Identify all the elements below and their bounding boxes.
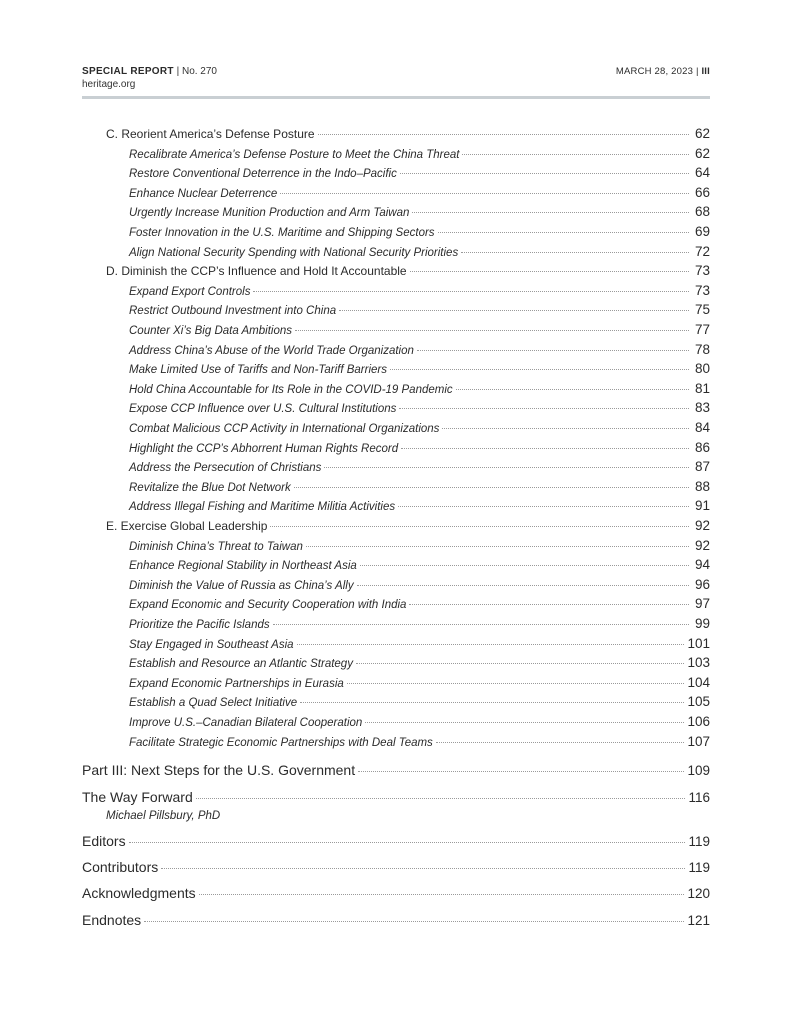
toc-entry-title: Address Illegal Fishing and Maritime Militia Activities bbox=[129, 501, 396, 514]
toc-page-number: 116 bbox=[688, 790, 710, 805]
toc-entry-title: Expand Export Controls bbox=[129, 285, 251, 298]
leader-dots bbox=[357, 584, 689, 586]
toc-page-number: 101 bbox=[687, 635, 710, 651]
toc-page-number: 106 bbox=[687, 714, 710, 729]
toc-entry-title: D. Diminish the CCP’s Influence and Hold It Accountable bbox=[106, 264, 407, 279]
toc-page-number: 97 bbox=[694, 596, 710, 612]
leader-dots bbox=[442, 427, 689, 429]
toc-entry[interactable] bbox=[82, 714, 710, 734]
toc-section-c[interactable] bbox=[82, 126, 710, 146]
toc-entry[interactable] bbox=[82, 636, 710, 656]
toc-page-number: 87 bbox=[694, 459, 710, 475]
toc-page-number: 91 bbox=[694, 498, 710, 514]
toc-entry-title: Endnotes bbox=[82, 912, 142, 928]
toc-entry-title: The Way Forward bbox=[82, 789, 193, 805]
toc-entry-title: Urgently Increase Munition Production and Arm Taiwan bbox=[129, 207, 410, 220]
report-label: SPECIAL REPORT bbox=[82, 66, 174, 77]
toc-part-three[interactable] bbox=[82, 762, 710, 782]
toc-page-number: 64 bbox=[694, 165, 710, 181]
toc-endnotes[interactable] bbox=[82, 912, 710, 932]
leader-dots bbox=[399, 407, 689, 409]
toc-entry-title: Diminish China’s Threat to Taiwan bbox=[129, 540, 303, 553]
toc-entry[interactable] bbox=[82, 479, 710, 499]
leader-dots bbox=[417, 349, 689, 351]
toc-entry-title: Restore Conventional Deterrence in the Indo–Pacific bbox=[129, 168, 397, 181]
toc-page-number: 121 bbox=[687, 913, 710, 928]
toc-page-number: 62 bbox=[694, 145, 710, 161]
report-number: | No. 270 bbox=[176, 66, 217, 77]
toc-entry-title: Foster Innovation in the U.S. Maritime and Shipping Sectors bbox=[129, 227, 435, 239]
toc-entry-title: Part III: Next Steps for the U.S. Government bbox=[82, 762, 356, 778]
toc-author: Michael Pillsbury, PhD bbox=[106, 810, 221, 822]
toc-entry[interactable] bbox=[82, 204, 710, 224]
toc-entry[interactable] bbox=[82, 420, 710, 440]
report-date: MARCH 28, 2023 | bbox=[615, 66, 699, 77]
toc-entry-title: Counter Xi’s Big Data Ambitions bbox=[129, 325, 292, 337]
toc-entry-title: Expose CCP Influence over U.S. Cultural Institutions bbox=[129, 403, 397, 416]
toc-entry[interactable] bbox=[82, 616, 710, 636]
toc-entry[interactable] bbox=[82, 165, 710, 185]
leader-dots bbox=[347, 682, 685, 684]
toc-page-number: 72 bbox=[694, 243, 710, 259]
toc-entry-title: Align National Security Spending with National Security Priorities bbox=[129, 246, 459, 259]
toc-page-number: 96 bbox=[694, 576, 710, 592]
toc-entry[interactable] bbox=[82, 734, 710, 754]
toc-entry-title: Establish and Resource an Atlantic Strategy bbox=[129, 658, 353, 671]
toc-entry[interactable] bbox=[82, 185, 710, 205]
toc-acknowledgments[interactable] bbox=[82, 885, 710, 905]
leader-dots bbox=[461, 251, 689, 253]
leader-dots bbox=[401, 447, 689, 449]
toc-entry[interactable] bbox=[82, 655, 710, 675]
leader-dots bbox=[144, 920, 684, 922]
toc-page-number: 68 bbox=[694, 204, 710, 220]
leader-dots bbox=[412, 211, 689, 213]
leader-dots bbox=[456, 388, 689, 390]
report-identifier bbox=[82, 65, 217, 91]
toc-entry[interactable] bbox=[82, 577, 710, 597]
toc-entry[interactable] bbox=[82, 342, 710, 362]
toc-entry[interactable] bbox=[82, 440, 710, 460]
toc-entry-title: Enhance Regional Stability in Northeast Asia bbox=[129, 560, 357, 573]
toc-page-number: 75 bbox=[694, 302, 710, 318]
toc-entry-title: Establish a Quad Select Initiative bbox=[129, 697, 298, 710]
leader-dots bbox=[356, 662, 685, 664]
toc-page-number: 103 bbox=[687, 655, 710, 671]
toc-entry-title: Highlight the CCP’s Abhorrent Human Rights Record bbox=[129, 442, 399, 455]
leader-dots bbox=[400, 172, 689, 174]
toc-page-number: 92 bbox=[694, 537, 710, 553]
toc-page-number: 104 bbox=[687, 674, 710, 690]
toc-entry-title: Facilitate Strategic Economic Partnerships with Deal Teams bbox=[129, 736, 433, 749]
toc-page-number: 73 bbox=[694, 263, 710, 279]
toc-entry-title: Combat Malicious CCP Activity in International Organizations bbox=[129, 423, 440, 435]
toc-entry[interactable] bbox=[82, 381, 710, 401]
leader-dots bbox=[300, 701, 684, 703]
leader-dots bbox=[270, 525, 689, 527]
toc-entry[interactable] bbox=[82, 244, 710, 264]
leader-dots bbox=[294, 486, 689, 488]
toc-entry[interactable] bbox=[82, 538, 710, 558]
toc-page-number: 109 bbox=[687, 763, 710, 778]
toc-page-number: 99 bbox=[694, 616, 710, 631]
toc-page-number: 120 bbox=[687, 886, 710, 901]
toc-page-number: 83 bbox=[694, 400, 710, 416]
site-link[interactable]: heritage.org bbox=[82, 79, 136, 90]
leader-dots bbox=[339, 309, 689, 311]
toc-page-number: 66 bbox=[694, 184, 710, 200]
toc-page-number: 86 bbox=[694, 439, 710, 455]
toc-page-number: 77 bbox=[694, 322, 710, 337]
leader-dots bbox=[297, 643, 685, 645]
leader-dots bbox=[409, 603, 689, 605]
toc-page-number: 92 bbox=[694, 518, 710, 533]
toc-page-number: 84 bbox=[694, 420, 710, 435]
toc-entry-title: E. Exercise Global Leadership bbox=[106, 519, 268, 533]
toc-page-number: 105 bbox=[687, 694, 710, 710]
toc-entry-title: Diminish the Value of Russia as China’s Ally bbox=[129, 579, 354, 592]
toc-page-number: 73 bbox=[694, 282, 710, 298]
page-number: III bbox=[701, 66, 710, 77]
toc-page-number: 62 bbox=[694, 126, 710, 141]
leader-dots bbox=[280, 192, 689, 194]
toc-entry[interactable] bbox=[82, 322, 710, 342]
leader-dots bbox=[390, 368, 689, 370]
toc-entry[interactable] bbox=[82, 361, 710, 381]
toc-entry[interactable] bbox=[82, 459, 710, 479]
leader-dots bbox=[358, 770, 684, 772]
toc-section-e[interactable] bbox=[82, 518, 710, 538]
toc-page-number: 78 bbox=[694, 341, 710, 357]
toc-way-forward[interactable] bbox=[82, 789, 710, 809]
toc-entry-title: Editors bbox=[82, 833, 126, 849]
toc-entry-title: Address China’s Abuse of the World Trade Organization bbox=[129, 344, 414, 357]
toc-section-d[interactable] bbox=[82, 263, 710, 283]
leader-dots bbox=[273, 623, 689, 625]
toc-entry[interactable] bbox=[82, 498, 710, 518]
leader-dots bbox=[318, 133, 689, 135]
toc-page-number: 69 bbox=[694, 224, 710, 239]
toc-entry-title: Address the Persecution of Christians bbox=[129, 462, 322, 475]
toc-entry[interactable] bbox=[82, 283, 710, 303]
leader-dots bbox=[295, 329, 689, 331]
toc-entry-title: Expand Economic and Security Cooperation with India bbox=[129, 599, 407, 612]
toc-contributors[interactable] bbox=[82, 859, 710, 879]
toc-entry-title: Revitalize the Blue Dot Network bbox=[129, 481, 291, 494]
leader-dots bbox=[129, 841, 686, 843]
leader-dots bbox=[253, 290, 689, 292]
toc-entry-title: Prioritize the Pacific Islands bbox=[129, 619, 270, 631]
toc-entry[interactable] bbox=[82, 400, 710, 420]
toc-entry[interactable] bbox=[82, 675, 710, 695]
toc-editors[interactable] bbox=[82, 833, 710, 853]
leader-dots bbox=[199, 893, 685, 895]
leader-dots bbox=[436, 741, 685, 743]
toc-page-number: 81 bbox=[694, 380, 710, 396]
toc-entry-title: Enhance Nuclear Deterrence bbox=[129, 187, 278, 200]
leader-dots bbox=[306, 545, 689, 547]
leader-dots bbox=[196, 797, 686, 799]
toc-entry-title: Contributors bbox=[82, 859, 159, 875]
toc-entry-title: Hold China Accountable for Its Role in the COVID-19 Pandemic bbox=[129, 383, 453, 396]
leader-dots bbox=[360, 564, 689, 566]
toc-entry[interactable] bbox=[82, 596, 710, 616]
toc-entry-title: Recalibrate America’s Defense Posture to Meet the China Threat bbox=[129, 148, 460, 161]
leader-dots bbox=[324, 466, 689, 468]
toc-entry-title: Acknowledgments bbox=[82, 885, 196, 901]
toc-entry[interactable] bbox=[82, 694, 710, 714]
toc-page-number: 80 bbox=[694, 361, 710, 377]
toc-entry-title: Improve U.S.–Canadian Bilateral Cooperation bbox=[129, 717, 363, 729]
toc-entry[interactable] bbox=[82, 557, 710, 577]
toc-entry-title: Restrict Outbound Investment into China bbox=[129, 305, 337, 318]
toc-entry-title: Stay Engaged in Southeast Asia bbox=[129, 638, 294, 651]
toc-entry-title: Expand Economic Partnerships in Eurasia bbox=[129, 677, 344, 690]
leader-dots bbox=[462, 153, 689, 155]
toc-entry-title: Make Limited Use of Tariffs and Non-Tariff Barriers bbox=[129, 364, 387, 377]
toc-page-number: 119 bbox=[688, 834, 710, 849]
toc-entry[interactable] bbox=[82, 224, 710, 244]
toc-page-number: 119 bbox=[688, 860, 710, 875]
date-page bbox=[616, 65, 710, 78]
toc-page-number: 88 bbox=[694, 478, 710, 494]
leader-dots bbox=[365, 721, 684, 723]
toc-entry[interactable] bbox=[82, 146, 710, 166]
leader-dots bbox=[410, 270, 689, 272]
toc-entry-title: C. Reorient America’s Defense Posture bbox=[106, 127, 315, 141]
leader-dots bbox=[161, 867, 685, 869]
toc-page-number: 94 bbox=[694, 557, 710, 573]
toc-entry[interactable] bbox=[82, 302, 710, 322]
header-divider bbox=[82, 96, 710, 99]
leader-dots bbox=[438, 231, 689, 233]
toc-page-number: 107 bbox=[687, 733, 710, 749]
leader-dots bbox=[398, 505, 689, 507]
